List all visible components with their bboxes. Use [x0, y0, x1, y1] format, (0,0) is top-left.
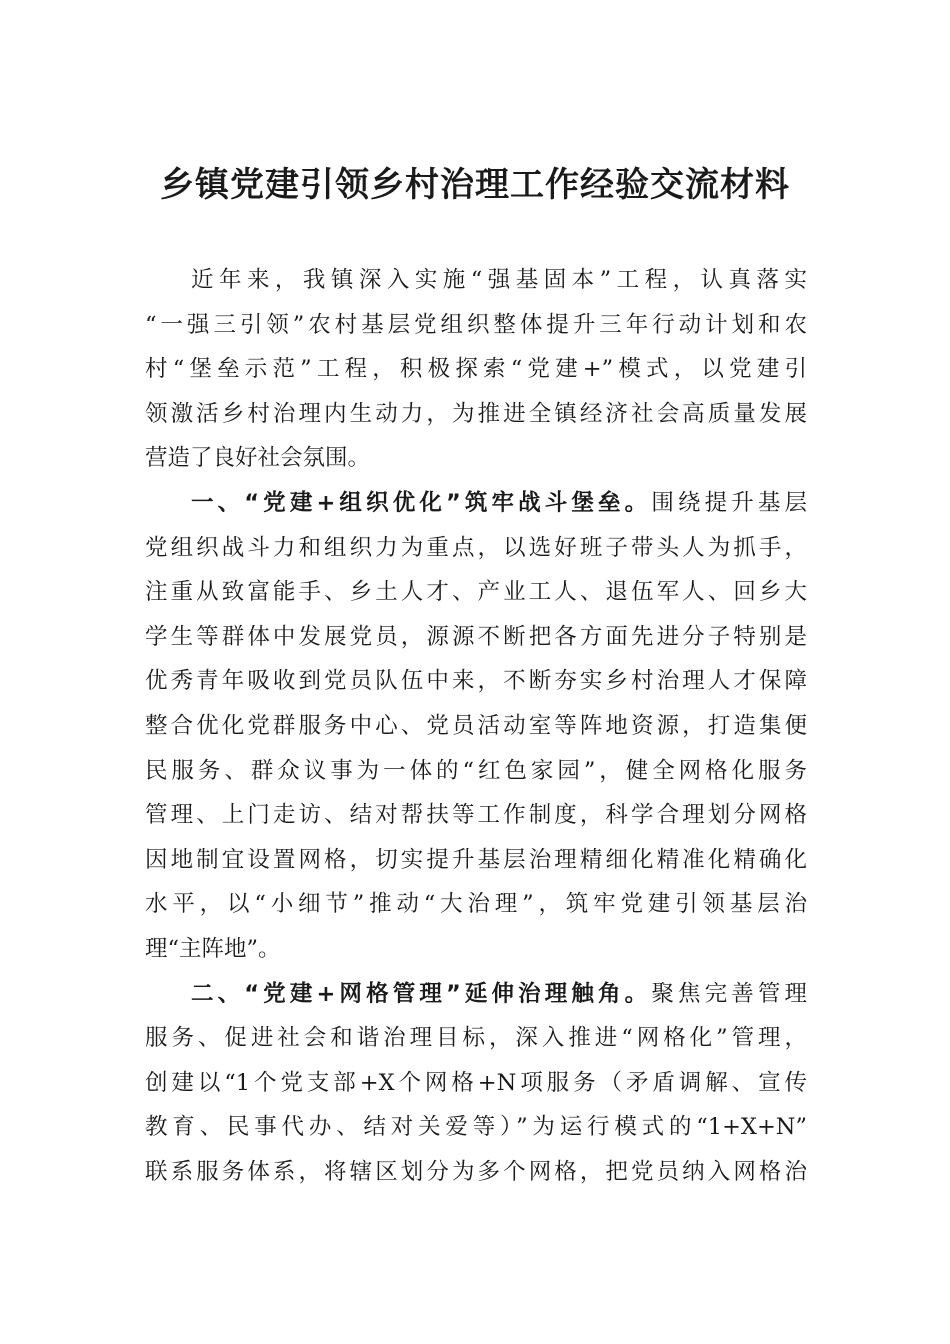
paragraph-2-line-5: 优秀青年吸收到党员队伍中来，不断夯实乡村治理人才保障 [145, 668, 807, 695]
paragraph-3-line-2: 服务、促进社会和谐治理目标，深入推进“网格化”管理， [145, 1025, 807, 1052]
paragraph-1-line-4: 领激活乡村治理内生动力，为推进全镇经济社会高质量发展 [145, 400, 807, 427]
paragraph-2-line-10: 水平，以“小细节”推动“大治理”，筑牢党建引领基层治 [145, 891, 807, 918]
paragraph-1-line-1: 近年来，我镇深入实施“强基固本”工程，认真落实 [191, 267, 807, 293]
section-1-heading: 一、“党建+组织优化”筑牢战斗堡垒。 [191, 489, 652, 516]
paragraph-3-line-3: 创建以“1个党支部+X个网格+N项服务（矛盾调解、宣传 [145, 1069, 807, 1096]
section-2-heading: 二、“党建+网格管理”延伸治理触角。 [191, 980, 652, 1007]
paragraph-1-line-3: 村“堡垒示范”工程，积极探索“党建+”模式，以党建引 [145, 356, 807, 383]
paragraph-2-first-line-rest: 围绕提升基层 [651, 489, 807, 516]
paragraph-2-line-9: 因地制宜设置网格，切实提升基层治理精细化精准化精确化 [145, 846, 807, 873]
document-body [145, 258, 807, 1194]
paragraph-3-line-5: 联系服务体系，将辖区划分为多个网格，把党员纳入网格治 [145, 1158, 807, 1185]
paragraph-2-first-line [145, 481, 807, 526]
paragraph-1-line-5: 营造了良好社会氛围。 [145, 445, 371, 472]
paragraph-3-first-line [145, 972, 807, 1017]
paragraph-2-line-7: 民服务、群众议事为一体的“红色家园”，健全网格化服务 [145, 757, 807, 784]
paragraph-2-line-8: 管理、上门走访、结对帮扶等工作制度，科学合理划分网格 [145, 802, 807, 829]
paragraph-1-line-2: “一强三引领”农村基层党组织整体提升三年行动计划和农 [145, 311, 807, 338]
paragraph-3-first-line-rest: 聚焦完善管理 [651, 980, 807, 1007]
paragraph-2-line-6: 整合优化党群服务中心、党员活动室等阵地资源，打造集便 [145, 712, 807, 739]
paragraph-2-line-4: 学生等群体中发展党员，源源不断把各方面先进分子特别是 [145, 623, 807, 650]
paragraph-2-line-2: 党组织战斗力和组织力为重点，以选好班子带头人为抓手， [145, 534, 807, 561]
paragraph-3-line-4: 教育、民事代办、结对关爱等）”为运行模式的“1+X+N” [145, 1114, 807, 1141]
paragraph-2-line-3: 注重从致富能手、乡土人才、产业工人、退伍军人、回乡大 [145, 579, 807, 606]
paragraph-2-line-11: 理“主阵地”。 [145, 935, 281, 962]
document-title: 乡镇党建引领乡村治理工作经验交流材料 [160, 165, 790, 205]
